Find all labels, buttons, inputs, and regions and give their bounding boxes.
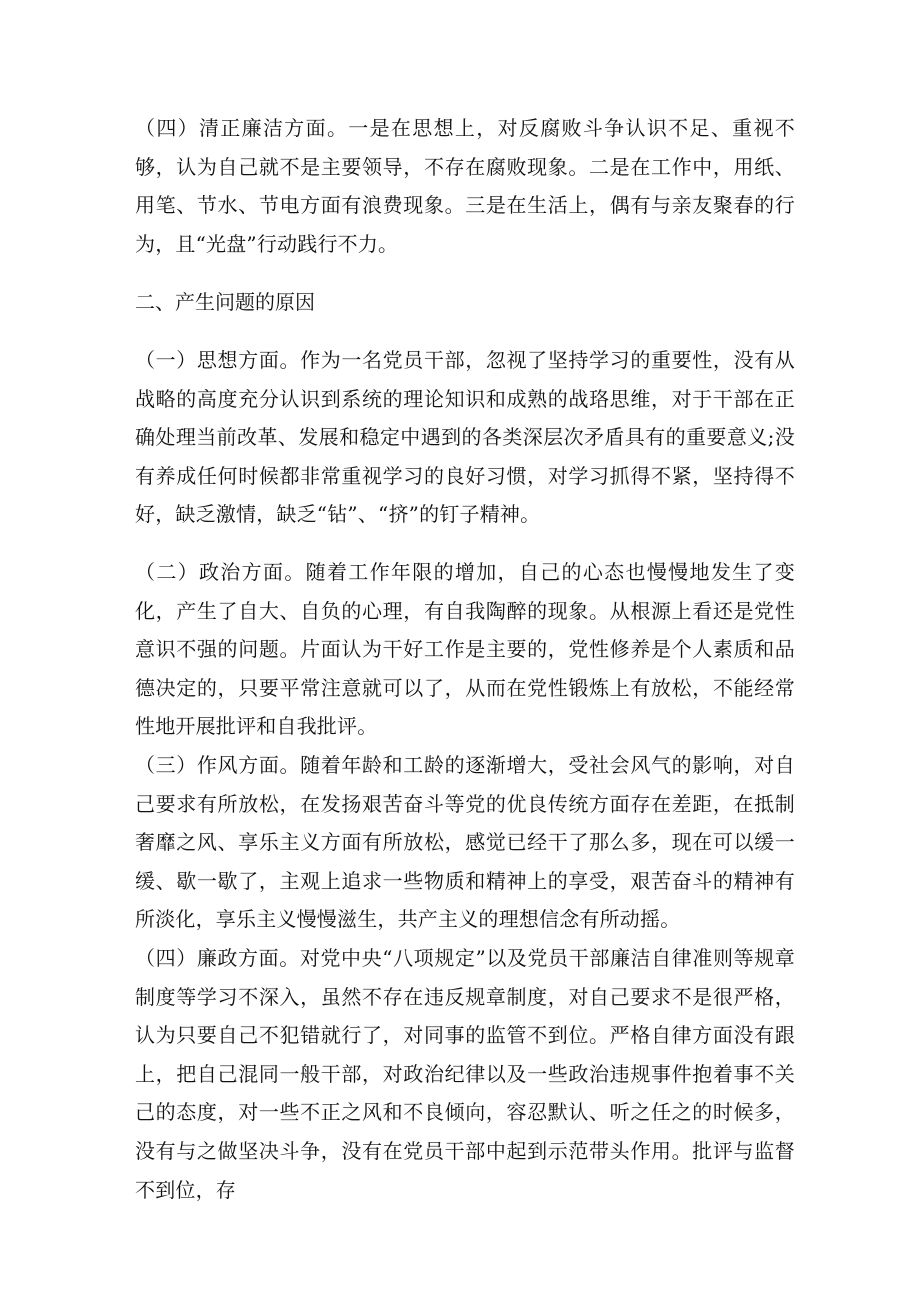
paragraph-integrity-issues: （四）清正廉洁方面。一是在思想上，对反腐败斗争认识不足、重视不够，认为自己就不是主要领导，不存在腐败现象。二是在工作中，用纸、用笔、节水、节电方面有浪费现象。三是在生活上，偶有与亲友聚春的行为，且“光盘”行动践行不力。 bbox=[135, 116, 795, 256]
paragraph-style-aspect: （三）作风方面。随着年龄和工龄的逐渐增大，受社会风气的影响，对自己要求有所放松，在发扬艰苦奋斗等党的优良传统方面存在差距，在抵制奢靡之风、享乐主义方面有所放松，感觉已经干了那么多，现在可以缓一缓、歇一歇了，主观上追求一些物质和精神上的享受，艰苦奋斗的精神有所淡化，享乐主义慢慢滋生，共产主义的理想信念有所动摇。 bbox=[135, 753, 795, 932]
paragraph-political-aspect: （二）政治方面。随着工作年限的增加，自己的心态也慢慢地发生了变化，产生了自大、自负的心理，有自我陶醉的现象。从根源上看还是党性意识不强的问题。片面认为干好工作是主要的，党性修养是个人素质和品德决定的，只要平常注意就可以了，从而在党性锻炼上有放松，不能经常性地开展批评和自我批评。 bbox=[135, 560, 795, 739]
paragraph-integrity-politics-aspect: （四）廉政方面。对党中央“八项规定”以及党员干部廉洁自律准则等规章制度等学习不深入，虽然不存在违反规章制度，对自己要求不是很严格，认为只要自己不犯错就行了，对同事的监管不到位。严格自律方面没有跟上，把自己混同一般干部，对政治纪律以及一些政治违规事件抱着事不关己的态度，对一些不正之风和不良倾向，容忍默认、听之任之的时候多，没有与之做坚决斗争，没有在党员干部中起到示范带头作用。批评与监督不到位，存 bbox=[135, 946, 795, 1202]
section-heading-causes: 二、产生问题的原因 bbox=[135, 290, 315, 314]
paragraph-thought-aspect: （一）思想方面。作为一名党员干部，忽视了坚持学习的重要性，没有从战略的高度充分认识到系统的理论知识和成熟的战珞思维，对于干部在正确处理当前改革、发展和稳定中遇到的各类深层次矛盾具有的重要意义;没有养成任何时候都非常重视学习的良好习惯，对学习抓得不紧，坚持得不好，缺乏激情，缺乏“钻”、“挤”的钉子精神。 bbox=[135, 348, 795, 527]
